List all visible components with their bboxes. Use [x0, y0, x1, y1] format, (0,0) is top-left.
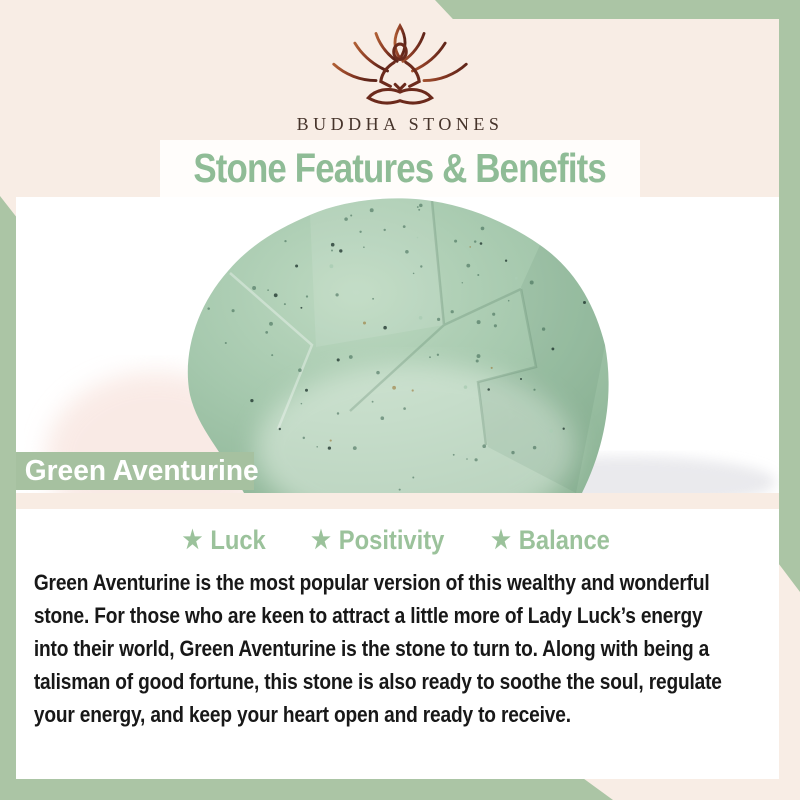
features-line	[16, 509, 779, 558]
feature-balance	[491, 525, 610, 556]
brand-name: BUDDHA STONES	[296, 114, 504, 134]
stone-photo	[16, 197, 779, 493]
benefits-panel	[16, 509, 779, 779]
feature-positivity	[311, 525, 444, 556]
frame-band-top	[435, 0, 800, 19]
lotus-meditation-icon	[318, 22, 482, 118]
feature-label: Positivity	[338, 524, 444, 555]
description-line: stone. For those who are keen to attract a little more of Lady Luck’s energy	[33, 603, 703, 628]
separator-band	[16, 493, 779, 509]
frame-band-right	[779, 0, 800, 592]
description-line: your energy, and keep your heart open and ready to receive.	[33, 702, 571, 727]
star-icon: ★	[491, 526, 511, 554]
page-title: Stone Features & Benefits	[193, 145, 607, 191]
frame-band-bottom	[0, 779, 613, 800]
description-line: into their world, Green Aventurine is the stone to turn to. Along with being a	[33, 636, 710, 661]
feature-label: Luck	[210, 524, 266, 555]
description-line: talisman of good fortune, this stone is also ready to soothe the soul, regulate	[33, 669, 722, 694]
feature-luck	[183, 525, 266, 556]
star-icon: ★	[310, 526, 331, 554]
frame-band-left	[0, 196, 16, 800]
feature-label: Balance	[518, 524, 610, 555]
stone-name: Green Aventurine	[24, 454, 259, 487]
stone-name-band	[16, 452, 259, 490]
star-icon: ★	[182, 526, 203, 554]
stone-description	[16, 558, 722, 731]
title-banner	[160, 140, 640, 197]
description-line: Green Aventurine is the most popular version of this wealthy and wonderful	[33, 570, 710, 595]
